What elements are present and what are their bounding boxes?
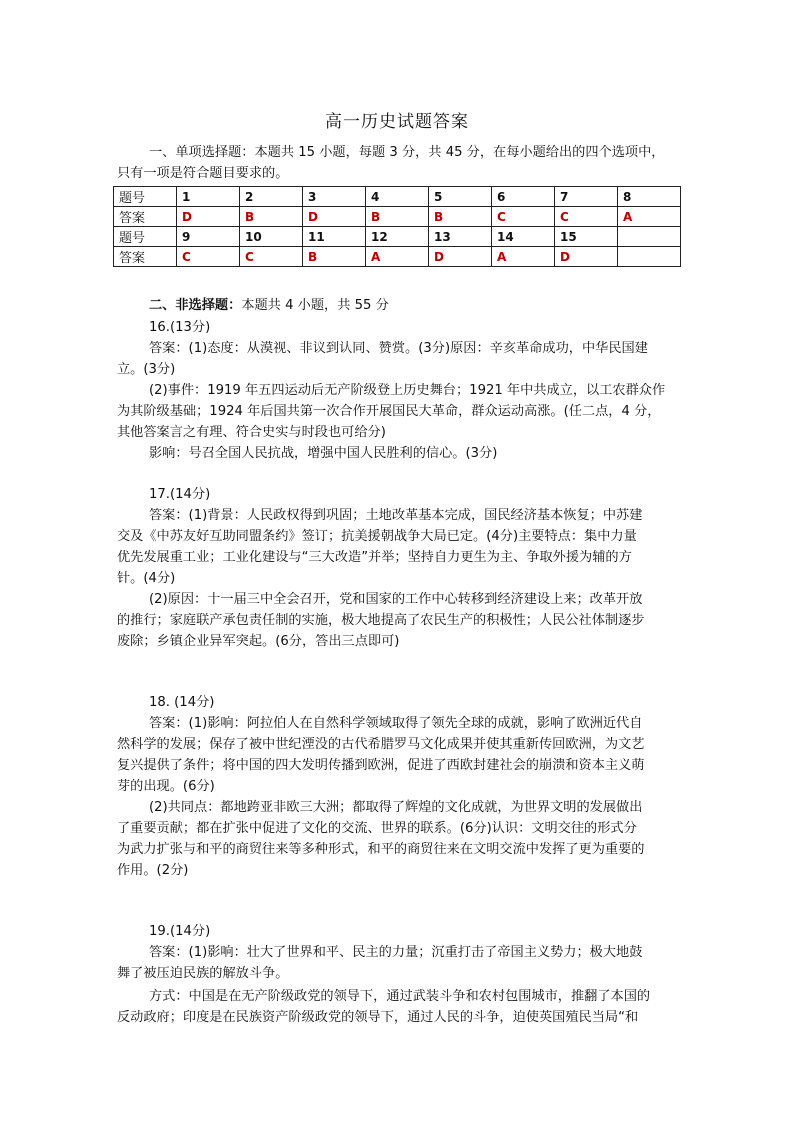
table-cell-answer: C [240, 247, 303, 267]
table-cell-number: 6 [492, 187, 555, 207]
q18-line: 芽的出现。(6分) [117, 779, 215, 794]
q16-number: 16.(13分) [149, 320, 211, 335]
table-cell-answer: A [492, 247, 555, 267]
q18-line: 然科学的发展；保存了被中世纪湮没的古代希腊罗马文化成果并使其重新传回欧洲，为文艺 [117, 737, 645, 752]
table-cell-answer: D [429, 247, 492, 267]
table-cell-answer: C [492, 207, 555, 227]
table-row-answers-2 [114, 247, 681, 267]
q18-line: 作用。(2分) [117, 863, 189, 878]
table-cell-number: 9 [177, 227, 240, 247]
table-cell-answer: D [555, 247, 618, 267]
q19-line: 方式：中国是在无产阶级政党的领导下，通过武装斗争和农村包围城市，推翻了本国的 [149, 989, 651, 1004]
table-cell-number: 4 [366, 187, 429, 207]
q17-line: 废除；乡镇企业异军突起。(6分，答出三点即可) [117, 634, 400, 649]
table-cell-number: 10 [240, 227, 303, 247]
table-cell-number [618, 227, 681, 247]
table-cell-answer: B [240, 207, 303, 227]
q17-line: 优先发展重工业；工业化建设与“三大改造”并举；坚持自力更生为主、争取外援为辅的方 [117, 550, 632, 565]
q17-line: 针。(4分) [117, 571, 176, 586]
q19-line: 反动政府；印度是在民族资产阶级政党的领导下，通过人民的斗争，迫使英国殖民当局“和 [117, 1010, 639, 1025]
q16-line: 为其阶级基础；1924 年后国共第一次合作开展国民大革命，群众运动高涨。(任二点，4 分， [117, 404, 661, 419]
q17-line: 的推行；家庭联产承包责任制的实施，极大地提高了农民生产的积极性；人民公社体制逐步 [117, 613, 645, 628]
q18-line: 为武力扩张与和平的商贸往来等多种形式，和平的商贸往来在文明交流中发挥了更为重要的 [117, 842, 645, 857]
table-cell-answer: D [303, 207, 366, 227]
q17-line: 答案：(1)背景：人民政权得到巩固；土地改革基本完成，国民经济基本恢复；中苏建 [149, 508, 643, 523]
table-cell-number: 11 [303, 227, 366, 247]
table-cell-answer [618, 247, 681, 267]
table-cell-number: 14 [492, 227, 555, 247]
table-cell-number: 2 [240, 187, 303, 207]
q16-line: (2)事件：1919 年五四运动后无产阶级登上历史舞台；1921 年中共成立，以工农群众作 [149, 383, 666, 398]
q17-line: 交及《中苏友好互助同盟条约》签订；抗美援朝战争大局已定。(4分)主要特点：集中力量 [117, 529, 637, 544]
section1-intro-line2: 只有一项是符合题目要求的。 [117, 166, 289, 181]
q18-line: 了重要贡献；都在扩张中促进了文化的交流、世界的联系。(6分)认识：文明交往的形式分 [117, 821, 637, 836]
table-cell-number: 15 [555, 227, 618, 247]
section2-heading-rest: 本题共 4 小题，共 55 分 [241, 298, 389, 313]
table-cell-answer: D [177, 207, 240, 227]
table-cell-number: 3 [303, 187, 366, 207]
section2-heading [149, 296, 679, 316]
q18-line: (2)共同点：都地跨亚非欧三大洲；都取得了辉煌的文化成就，为世界文明的发展做出 [149, 800, 643, 815]
table-cell-answer: A [618, 207, 681, 227]
q18-number: 18. (14分) [149, 695, 215, 710]
table-label-number: 题号 [114, 187, 177, 207]
q17-line: (2)原因：十一届三中全会召开，党和国家的工作中心转移到经济建设上来；改革开放 [149, 592, 643, 607]
section1-intro-line1: 一、单项选择题：本题共 15 小题，每题 3 分，共 45 分，在每小题给出的四个选项中， [149, 145, 665, 160]
q16-line: 其他答案言之有理、符合史实与时段也可给分) [117, 425, 386, 440]
q18-line: 复兴提供了条件；将中国的四大发明传播到欧洲，促进了西欧封建社会的崩溃和资本主义萌 [117, 758, 645, 773]
table-label-number: 题号 [114, 227, 177, 247]
table-cell-answer: B [303, 247, 366, 267]
q17-number: 17.(14分) [149, 487, 211, 502]
table-cell-number: 12 [366, 227, 429, 247]
page-title: 高一历史试题答案 [325, 112, 469, 132]
q16-line: 影响：号召全国人民抗战，增强中国人民胜利的信心。(3分) [149, 446, 498, 461]
table-label-answer: 答案 [114, 247, 177, 267]
table-cell-number: 8 [618, 187, 681, 207]
q16-line: 答案：(1)态度：从漠视、非议到认同、赞赏。(3分)原因：辛亥革命成功，中华民国建 [149, 341, 648, 356]
table-row-numbers-2 [114, 227, 681, 247]
q18-line: 答案：(1)影响：阿拉伯人在自然科学领域取得了领先全球的成就，影响了欧洲近代自 [149, 716, 643, 731]
table-label-answer: 答案 [114, 207, 177, 227]
q19-line: 答案：(1)影响：壮大了世界和平、民主的力量；沉重打击了帝国主义势力；极大地鼓 [149, 945, 643, 960]
q19-number: 19.(14分) [149, 924, 211, 939]
table-cell-number: 1 [177, 187, 240, 207]
table-cell-answer: C [555, 207, 618, 227]
table-row-answers-1 [114, 207, 681, 227]
answer-table [113, 186, 681, 267]
table-cell-number: 7 [555, 187, 618, 207]
table-cell-answer: B [366, 207, 429, 227]
table-cell-number: 13 [429, 227, 492, 247]
table-cell-answer: C [177, 247, 240, 267]
section2-heading-bold: 二、非选择题： [149, 298, 242, 313]
table-cell-answer: A [366, 247, 429, 267]
table-cell-number: 5 [429, 187, 492, 207]
q16-line: 立。(3分) [117, 362, 176, 377]
q19-line: 舞了被压迫民族的解放斗争。 [117, 966, 289, 981]
table-row-numbers-1 [114, 187, 681, 207]
table-cell-answer: B [429, 207, 492, 227]
